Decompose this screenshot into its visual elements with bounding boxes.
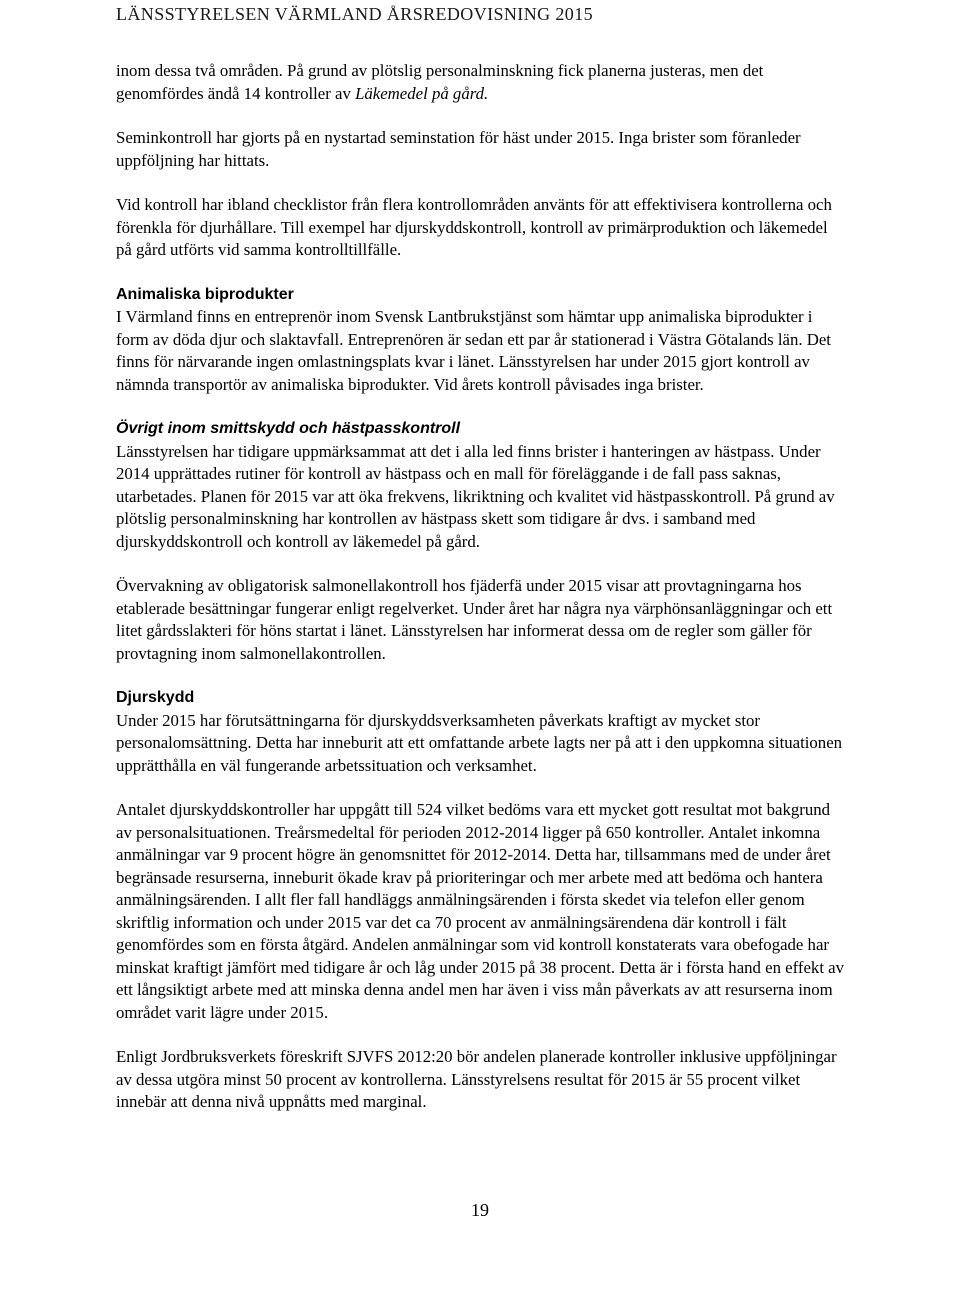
paragraph-checklistor: Vid kontroll har ibland checklistor från flera kontrollområden använts för att effektivisera kontrollerna och förenkla för djurhållare. Till exempel har djurskyddskontroll, kontroll av primärproduktion och läkemedel på gård utförts vid samma kontrolltillfälle.	[116, 195, 832, 259]
document-body	[116, 60, 846, 1136]
paragraph-seminkontroll: Seminkontroll har gjorts på en nystartad seminstation för häst under 2015. Inga brister som föranleder uppföljning har hittats.	[116, 128, 801, 170]
paragraph-antalet: Antalet djurskyddskontroller har uppgått till 524 vilket bedöms vara ett mycket gott resultat mot bakgrund av personalsituationen. Treårsmedeltal för perioden 2012-2014 ligger på 650 kontroller. Antalet inkomna anmälningar var 9 procent högre än genomsnittet för 2012-2014. Detta har, tillsammans med de under året begränsade resurserna, inneburit ökade krav på prioriteringar och mer arbete med att bedöma och hantera anmälningsärenden. I allt fler fall handläggs anmälningsärenden i första skedet via telefon eller genom skriftlig information och under 2015 var det ca 70 procent av anmälningsärendena där kontroll i fält genomfördes som en första åtgärd. Andelen anmälningar som vid kontroll konstaterats vara obefogade har minskat kraftigt jämfört med tidigare år och låg under 2015 på 38 procent. Detta är i första hand en effekt av ett långsiktigt arbete med att minska denna andel men har även i viss mån påverkats av att resurserna inom området varit lägre under 2015.	[116, 800, 845, 1022]
heading-animaliska-biprodukter: Animaliska biprodukter	[116, 285, 294, 303]
paragraph-salmonella: Övervakning av obligatorisk salmonellakontroll hos fjäderfä under 2015 visar att provtagningarna hos etablerade besättningar fungerar enligt regelverket. Under året har några nya värphönsanläggningar och ett litet gårdsslakteri för höns startat i länet. Länsstyrelsen har informerat dessa om de regler som gäller för provtagning inom salmonellakontrollen.	[116, 576, 833, 663]
paragraph-ovrigt: Länsstyrelsen har tidigare uppmärksammat att det i alla led finns brister i hanteringen av hästpass. Under 2014 upprättades rutiner för kontroll av hästpass och en mall för föreläggande i de fall pass saknas, utarbetades. Planen för 2015 var att öka frekvens, likriktning och kvalitet vid hästpasskontroll. På grund av plötslig personalminskning har kontrollen av hästpass skett som tidigare år dvs. i samband med djurskyddskontroll och kontroll av läkemedel på gård.	[116, 441, 835, 551]
section-djurskydd	[116, 687, 846, 777]
paragraph-intro-emphasis: Läkemedel på gård.	[355, 83, 489, 103]
paragraph-animaliska: I Värmland finns en entreprenör inom Svensk Lantbrukstjänst som hämtar upp animaliska biprodukter i form av döda djur och slaktavfall. Entreprenören är sedan ett par år stationerad i Västra Götalands län. Det finns för närvarande ingen omlastningsplats kvar i länet. Länsstyrelsen har under 2015 gjort kontroll av nämnda transportör av animaliska biprodukter. Vid årets kontroll påvisades inga brister.	[116, 307, 831, 394]
section-animaliska	[116, 284, 846, 397]
heading-ovrigt-smittskydd: Övrigt inom smittskydd och hästpasskontroll	[116, 420, 461, 437]
paragraph-intro	[116, 60, 846, 105]
running-header: LÄNSSTYRELSEN VÄRMLAND ÅRSREDOVISNING 2015	[116, 4, 593, 24]
paragraph-enligt: Enligt Jordbruksverkets föreskrift SJVFS 2012:20 bör andelen planerade kontroller inklusive uppföljningar av dessa utgöra minst 50 procent av kontrollerna. Länsstyrelsens resultat för 2015 är 55 procent vilket innebär att denna nivå uppnåtts med marginal.	[116, 1047, 837, 1111]
section-ovrigt	[116, 418, 846, 553]
paragraph-intro-text: inom dessa två områden. På grund av plötslig personalminskning fick planerna justeras, men det genomfördes ändå 14 kontroller av	[116, 61, 764, 103]
page-number: 19	[471, 1200, 489, 1220]
paragraph-djurskydd: Under 2015 har förutsättningarna för djurskyddsverksamheten påverkats kraftigt av mycket stor personalomsättning. Detta har inneburit att ett omfattande arbete lagts ner på att i den uppkomna situationen upprätthålla en väl fungerande arbetssituation och verksamhet.	[116, 710, 843, 775]
heading-djurskydd: Djurskydd	[116, 689, 195, 706]
